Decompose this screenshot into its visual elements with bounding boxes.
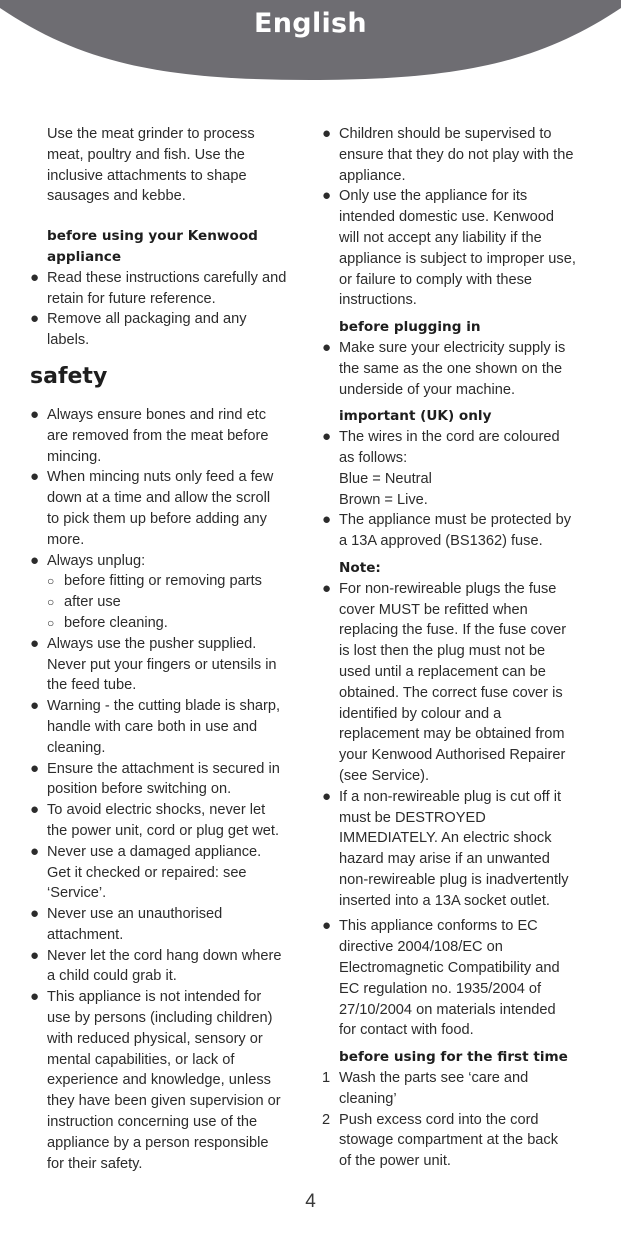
list-item: ● For non-rewireable plugs the fuse cover MUST be refitted when replacing the fuse. If the fuse cover is lost then the plug must not be used until a replacement can be obtained. The correct fuse cover is identified by colour and a replacement may be obtained from your Kenwood Authorised Repairer (see Service). (322, 579, 567, 784)
step-item: 2 Push excess cord into the cord stowage compartment at the back of the power unit. (322, 1111, 559, 1170)
ec-compliance-list (322, 916, 596, 1041)
bullet-icon: ● (30, 905, 40, 923)
list-item: ● Read these instructions carefully and retain for future reference. (30, 268, 287, 307)
bullet-icon: ● (322, 787, 332, 805)
page-title: English (254, 8, 367, 39)
list-item: ● Warning - the cutting blade is sharp, handle with care both in use and cleaning. (30, 697, 281, 756)
list-item: ● Never use a damaged appliance. Get it checked or repaired: see ‘Service’. (30, 842, 262, 902)
bullet-icon: ● (322, 187, 332, 205)
bullet-icon: ● (30, 946, 40, 964)
list-item: ● If a non-rewireable plug is cut off it must be DESTROYED IMMEDIATELY. An electric shock hazard may arise if an unwanted non-rewireable plug is inadvertently inserted into a 13A socket outlet. (322, 787, 569, 909)
bullet-icon: ● (30, 988, 40, 1006)
bullet-icon: ● (322, 511, 332, 529)
circle-bullet-icon: ○ (47, 574, 55, 589)
unplug-sublist (30, 571, 302, 633)
safety-list (30, 405, 302, 1174)
before-plugging-list (322, 338, 596, 400)
list-item: ● Always use the pusher supplied. Never put your fingers or utensils in the feed tube. (30, 634, 277, 694)
bullet-icon: ● (30, 801, 40, 819)
sub-list-item: ○ before fitting or removing parts (30, 571, 302, 592)
general-safety-list (322, 124, 596, 311)
bullet-icon: ● (322, 579, 332, 597)
note-list (322, 579, 596, 912)
safety-heading: safety (30, 363, 108, 389)
first-time-steps (322, 1068, 596, 1172)
bullet-icon: ● (322, 338, 332, 356)
list-item: ● Never let the cord hang down where a child could grab it. (30, 946, 282, 985)
intro-paragraph: Use the meat grinder to process meat, poultry and fish. Use the inclusive attachments to shape sausages and kebbe. (47, 126, 255, 205)
left-column (30, 124, 302, 1174)
list-item: ● To avoid electric shocks, never let the power unit, cord or plug get wet. (30, 801, 280, 839)
list-item: ● Ensure the attachment is secured in position before switching on. (30, 759, 280, 798)
right-column (322, 124, 596, 1172)
list-item: ● Only use the appliance for its intended domestic use. Kenwood will not accept any liability if the appliance is subject to improper use, or failure to comply with these instructions. (322, 187, 576, 309)
step-item: 1 Wash the parts see ‘care and cleaning’ (322, 1070, 529, 1107)
before-using-heading: before using your Kenwood appliance (47, 228, 258, 265)
bullet-icon: ● (30, 697, 40, 715)
bullet-icon: ● (30, 551, 40, 569)
list-item: ● This appliance conforms to EC directive 2004/108/EC on Electromagnetic Compatibility and EC regulation no. 1935/2004 of 27/10/2004 on materials intended for contact with food. (322, 917, 560, 1039)
important-uk-list (322, 427, 596, 552)
list-item: ● Remove all packaging and any labels. (30, 310, 247, 349)
sub-list-item: ○ after use (30, 592, 302, 613)
bullet-icon: ● (322, 125, 332, 142)
list-item: ● The wires in the cord are coloured as follows: Blue = Neutral Brown = Live. (322, 428, 560, 508)
bullet-icon: ● (30, 268, 40, 286)
sub-list-item: ○ before cleaning. (30, 613, 302, 634)
before-plugging-heading: before plugging in (339, 319, 481, 336)
before-using-list (30, 268, 302, 351)
important-uk-heading: important (UK) only (339, 408, 492, 425)
page-number: 4 (305, 1191, 316, 1212)
list-item: ● Never use an unauthorised attachment. (30, 905, 223, 943)
list-item: ● When mincing nuts only feed a few down at a time and allow the scroll to pick them up before adding any more. (30, 468, 274, 548)
bullet-icon: ● (30, 759, 40, 777)
bullet-icon: ● (30, 405, 40, 423)
bullet-icon: ● (30, 310, 40, 328)
bullet-icon: ● (322, 428, 332, 446)
circle-bullet-icon: ○ (47, 595, 55, 610)
note-heading: Note: (339, 559, 381, 576)
bullet-icon: ● (322, 917, 332, 935)
bullet-icon: ● (30, 842, 40, 860)
list-item: ● Always ensure bones and rind etc are removed from the meat before mincing. (30, 405, 269, 465)
list-item: ● This appliance is not intended for use by persons (including children) with reduced physical, sensory or mental capabilities, or lack of experience and knowledge, unless they have been given supervision or instruction concerning use of the appliance by a person responsible for their safety. (30, 988, 281, 1172)
list-item: ● Make sure your electricity supply is the same as the one shown on the underside of your machine. (322, 338, 566, 398)
list-item: ● Children should be supervised to ensure that they do not play with the appliance. (322, 125, 574, 184)
list-item: ● Always unplug: ○ before fitting or removing parts ○ after use ○ before cleaning. (30, 551, 302, 634)
list-item: ● The appliance must be protected by a 13A approved (BS1362) fuse. (322, 511, 572, 550)
bullet-icon: ● (30, 634, 40, 652)
bullet-icon: ● (30, 468, 40, 486)
first-time-heading: before using for the first time (339, 1049, 568, 1066)
circle-bullet-icon: ○ (47, 615, 55, 630)
